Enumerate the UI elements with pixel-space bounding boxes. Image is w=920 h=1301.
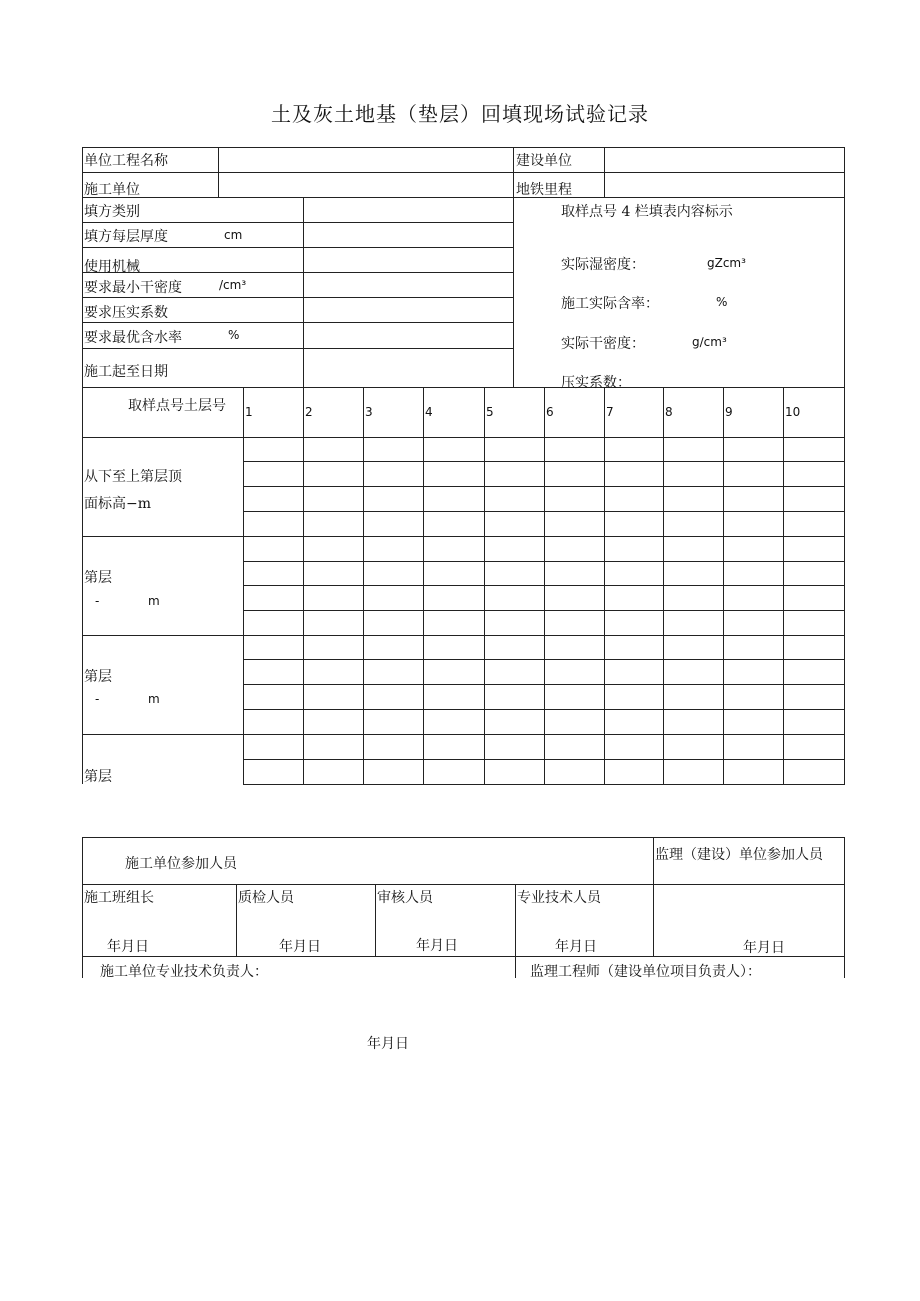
metro-chainage-label: 地铁里程 xyxy=(516,182,572,198)
compaction-label: 压实系数： xyxy=(561,375,631,391)
column-header-4: 4 xyxy=(425,405,433,419)
wet-density-unit: gZcm³ xyxy=(707,256,746,270)
column-header-1: 1 xyxy=(245,405,253,419)
contractor-tech-lead-label: 施工单位专业技术负责人： xyxy=(100,964,268,980)
contractor-staff-label: 施工单位参加人员 xyxy=(125,856,237,872)
group3-meter-unit: m xyxy=(148,692,160,706)
column-header-3: 3 xyxy=(365,405,373,419)
group4-layer-label: 第层 xyxy=(84,769,112,785)
optimum-moisture-label: 要求最优含水率 xyxy=(84,330,182,346)
quality-inspector-label: 质检人员 xyxy=(238,890,294,906)
group3-dash: - xyxy=(95,692,100,706)
period-label: 施工起至日期 xyxy=(84,364,168,380)
grid-header-label: 取样点号土层号 xyxy=(128,398,226,414)
dry-density-unit: g∕cm³ xyxy=(692,335,727,349)
min-dry-density-label: 要求最小干密度 xyxy=(84,280,182,296)
fill-type-label: 填方类别 xyxy=(84,204,140,220)
technician-label: 专业技术人员 xyxy=(517,890,601,906)
reviewer-label: 审核人员 xyxy=(377,890,433,906)
column-header-9: 9 xyxy=(725,405,733,419)
dry-density-label: 实际干密度： xyxy=(561,336,645,352)
layer-thickness-unit: cm xyxy=(224,228,243,242)
date-technician: 年月日 xyxy=(555,939,597,955)
project-name-label: 单位工程名称 xyxy=(84,153,168,169)
column-header-10: 10 xyxy=(785,405,801,419)
group2-layer-label: 第层 xyxy=(84,570,112,586)
wet-density-label: 实际湿密度： xyxy=(561,257,645,273)
column-header-5: 5 xyxy=(486,405,494,419)
optimum-moisture-unit: % xyxy=(228,328,240,342)
column-header-2: 2 xyxy=(305,405,313,419)
contractor-label: 施工单位 xyxy=(84,182,140,198)
min-dry-density-unit: /cm³ xyxy=(219,278,247,292)
supervisor-staff-label: 监理（建设）单位参加人员 xyxy=(655,847,823,863)
group1-line1: 从下至上第层顶 xyxy=(84,469,182,485)
supervising-engineer-label: 监理工程师（建设单位项目负责人）： xyxy=(530,964,761,980)
group2-dash: - xyxy=(95,594,100,608)
date-team-leader: 年月日 xyxy=(107,939,149,955)
group3-layer-label: 第层 xyxy=(84,669,112,685)
page-title: 土及灰土地基（垫层）回填现场试验记录 xyxy=(271,102,649,126)
builder-label: 建设单位 xyxy=(516,153,572,169)
bottom-date: 年月日 xyxy=(367,1036,409,1052)
column-header-6: 6 xyxy=(546,405,554,419)
group1-line2: 面标高−m xyxy=(84,496,152,512)
team-leader-label: 施工班组长 xyxy=(84,890,154,906)
date-reviewer: 年月日 xyxy=(416,938,458,954)
compaction-coef-label: 要求压实系数 xyxy=(84,305,168,321)
machinery-label: 使用机械 xyxy=(84,259,140,275)
notes-heading: 取样点号 4 栏填表内容标示 xyxy=(561,204,733,220)
column-header-8: 8 xyxy=(665,405,673,419)
layer-thickness-label: 填方每层厚度 xyxy=(84,229,168,245)
column-header-7: 7 xyxy=(606,405,614,419)
date-quality-inspector: 年月日 xyxy=(279,939,321,955)
moisture-label: 施工实际含率： xyxy=(561,296,659,312)
group2-meter-unit: m xyxy=(148,594,160,608)
moisture-unit: % xyxy=(716,295,728,309)
date-supervisor: 年月日 xyxy=(743,940,785,956)
